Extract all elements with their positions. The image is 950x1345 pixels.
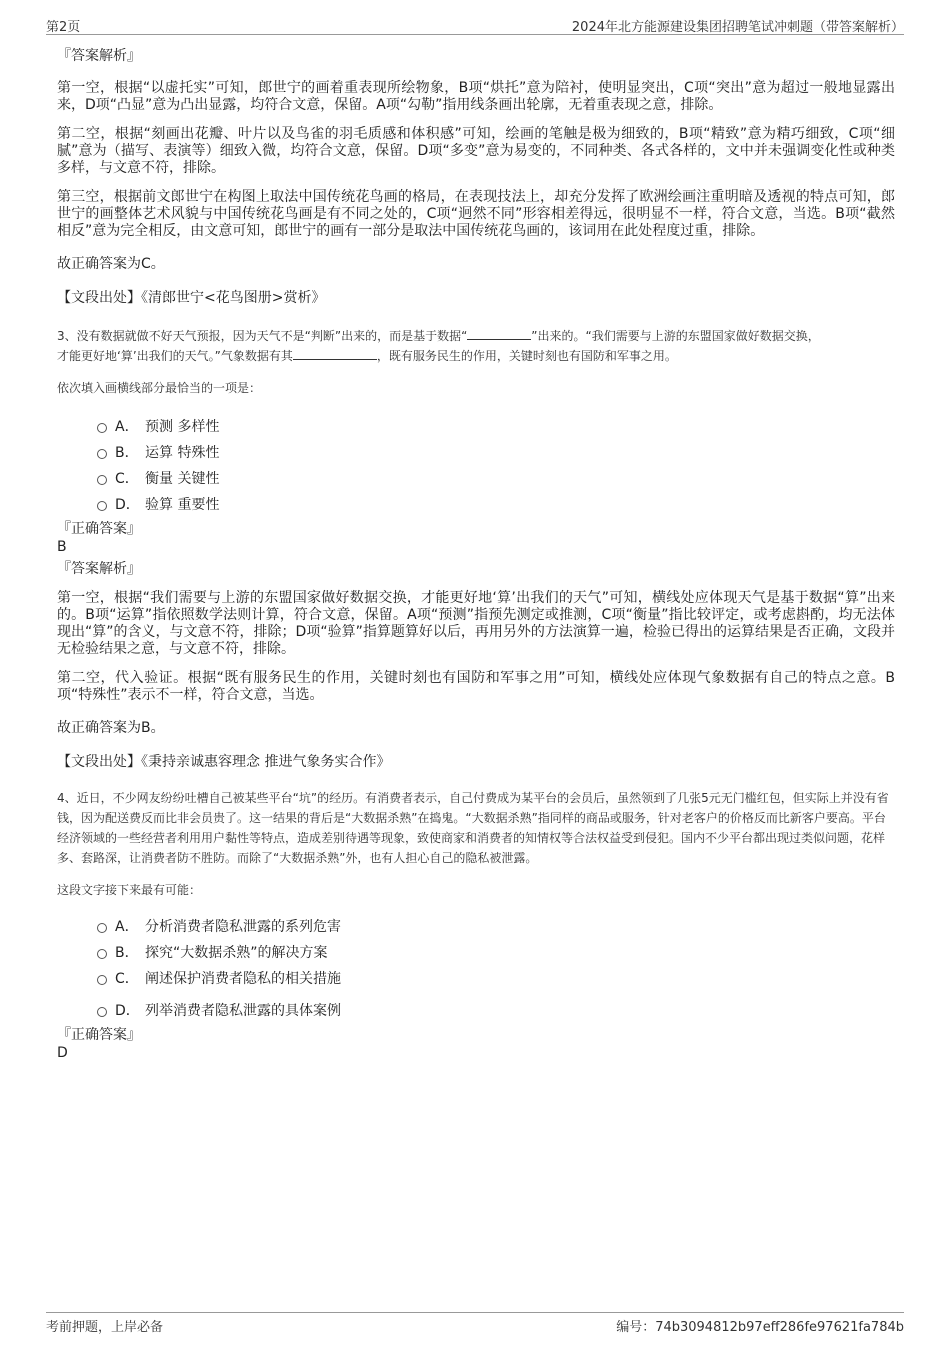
blank-line (467, 327, 531, 340)
analysis-paragraph-2: 第二空，代入验证。根据“既有服务民生的作用，关键时刻也有国防和军事之用”可知，横线处应体现气象数据有自己的特点之意。B项“特殊性”表示不一样，符合文意，当选。 (57, 670, 895, 703)
question-3-text-part: ”出来的。“我们需要与上游的东盟国家做好数据交换， (531, 329, 820, 343)
option-c[interactable] (97, 466, 895, 492)
option-text: 分析消费者隐私泄露的系列危害 (145, 919, 341, 935)
option-text: 衡量 关键性 (145, 471, 220, 487)
radio-icon[interactable] (97, 923, 107, 933)
blank-line (293, 347, 377, 360)
document-body (57, 46, 895, 1062)
question-3-options (97, 414, 895, 518)
option-b[interactable] (97, 440, 895, 466)
option-a[interactable] (97, 414, 895, 440)
analysis-label: 『答案解析』 (57, 561, 141, 577)
option-text: 预测 多样性 (145, 419, 220, 435)
option-text: 验算 重要性 (145, 497, 220, 513)
option-text: 探究“大数据杀熟”的解决方案 (145, 945, 328, 961)
question-4-options (97, 914, 895, 1024)
correct-answer-value: D (57, 1045, 68, 1061)
option-d[interactable] (97, 998, 895, 1024)
option-letter: B． (115, 445, 139, 461)
question-4-text: 4、近日，不少网友纷纷吐槽自己被某些平台“坑”的经历。有消费者表示，自己付费成为某平台的会员后，虽然领到了几张5元无门槛红包，但实际上并没有省钱，因为配送费反而比非会员贵了。这一结果的背后是“大数据杀熟”在捣鬼。“大数据杀熟”指同样的商品或服务，针对老客户的价格反而比新客户要高。平台经济领域的一些经营者利用用户黏性等特点，造成差别待遇等现象，致使商家和消费者的知情权等合法权益受到侵犯。国内不少平台都出现过类似问题，花样多、套路深，让消费者防不胜防。而除了“大数据杀熟”外，也有人担心自己的隐私被泄露。 (57, 791, 889, 865)
question-3-text (57, 326, 895, 366)
source-citation: 【文段出处】《清郎世宁<花鸟图册>赏析》 (57, 290, 326, 306)
radio-icon[interactable] (97, 449, 107, 459)
analysis-paragraph-2: 第二空，根据“刻画出花瓣、叶片以及鸟雀的羽毛质感和体积感”可知，绘画的笔触是极为细致的，B项“精致”意为精巧细致，C项“细腻”意为（描写、表演等）细致入微，均符合文意，保留。D项“多变”意为易变的，不同种类、各式各样的，文中并未强调变化性或种类多样，与文意不符，排除。 (57, 126, 895, 176)
conclusion: 故正确答案为C。 (57, 256, 165, 272)
radio-icon[interactable] (97, 475, 107, 485)
document-title: 2024年北方能源建设集团招聘笔试冲刺题（带答案解析） (571, 20, 904, 35)
option-c[interactable] (97, 966, 895, 992)
analysis-paragraph-1: 第一空，根据“我们需要与上游的东盟国家做好数据交换，才能更好地‘算’出我们的天气”可知，横线处应体现天气是基于数据“算”出来的。B项“运算”指依照数学法则计算，符合文意，保留。A项“预测”指预先测定或推测，C项“衡量”指比较评定，或考虑斟酌，均无法体现出“算”的含义，与文意不符，排除；D项“验算”指算题算好以后，再用另外的方法演算一遍，检验已得出的运算结果是否正确，文段并无检验结果之意，与文意不符，排除。 (57, 590, 895, 657)
option-a[interactable] (97, 914, 895, 940)
radio-icon[interactable] (97, 975, 107, 985)
document-id: 编号：74b3094812b97eff286fe97621fa784b (616, 1320, 904, 1335)
option-letter: C． (115, 971, 139, 987)
option-letter: D． (115, 497, 140, 513)
option-text: 列举消费者隐私泄露的具体案例 (145, 1003, 341, 1019)
correct-answer-label: 『正确答案』 (57, 521, 141, 537)
option-letter: D． (115, 1003, 140, 1019)
analysis-paragraph-3: 第三空，根据前文郎世宁在构图上取法中国传统花鸟画的格局，在表现技法上，却充分发挥了欧洲绘画注重明暗及透视的特点可知，郎世宁的画整体艺术风貌与中国传统花鸟画是有不同之处的，C项“迥然不同”形容相差得远，很明显不一样，符合文意，当选。B项“截然相反”意为完全相反，由文意可知，郎世宁的画有一部分是取法中国传统花鸟画的，该词用在此处程度过重，排除。 (57, 189, 895, 239)
question-3-text-part: 3、没有数据就做不好天气预报，因为天气不是“判断”出来的，而是基于数据“ (57, 329, 468, 343)
question-3-text-part: 才能更好地‘算’出我们的天气。”气象数据有其 (57, 349, 293, 363)
radio-icon[interactable] (97, 1007, 107, 1017)
option-d[interactable] (97, 492, 895, 518)
page-number: 第2页 (46, 20, 81, 35)
option-letter: A． (115, 419, 139, 435)
conclusion: 故正确答案为B。 (57, 720, 165, 736)
correct-answer-label: 『正确答案』 (57, 1027, 141, 1043)
page-header (46, 14, 904, 35)
source-citation: 【文段出处】《秉持亲诚惠容理念 推进气象务实合作》 (57, 754, 391, 770)
option-text: 运算 特殊性 (145, 445, 220, 461)
option-text: 阐述保护消费者隐私的相关措施 (145, 971, 341, 987)
radio-icon[interactable] (97, 949, 107, 959)
option-letter: C． (115, 471, 139, 487)
option-letter: A． (115, 919, 139, 935)
question-3-prompt: 依次填入画横线部分最恰当的一项是： (57, 381, 262, 395)
radio-icon[interactable] (97, 423, 107, 433)
footer-slogan: 考前押题，上岸必备 (46, 1320, 164, 1335)
correct-answer-value: B (57, 539, 67, 555)
question-3-text-part: ，既有服务民生的作用，关键时刻也有国防和军事之用。 (376, 349, 677, 363)
analysis-label: 『答案解析』 (57, 48, 141, 64)
question-4-prompt: 这段文字接下来最有可能： (57, 883, 202, 897)
radio-icon[interactable] (97, 501, 107, 511)
page-footer (46, 1312, 904, 1337)
option-letter: B． (115, 945, 139, 961)
option-b[interactable] (97, 940, 895, 966)
analysis-paragraph-1: 第一空，根据“以虚托实”可知，郎世宁的画着重表现所绘物象，B项“烘托”意为陪衬，使明显突出，C项“突出”意为超过一般地显露出来，D项“凸显”意为凸出显露，均符合文意，保留。A项“勾勒”指用线条画出轮廓，无着重表现之意，排除。 (57, 80, 895, 113)
